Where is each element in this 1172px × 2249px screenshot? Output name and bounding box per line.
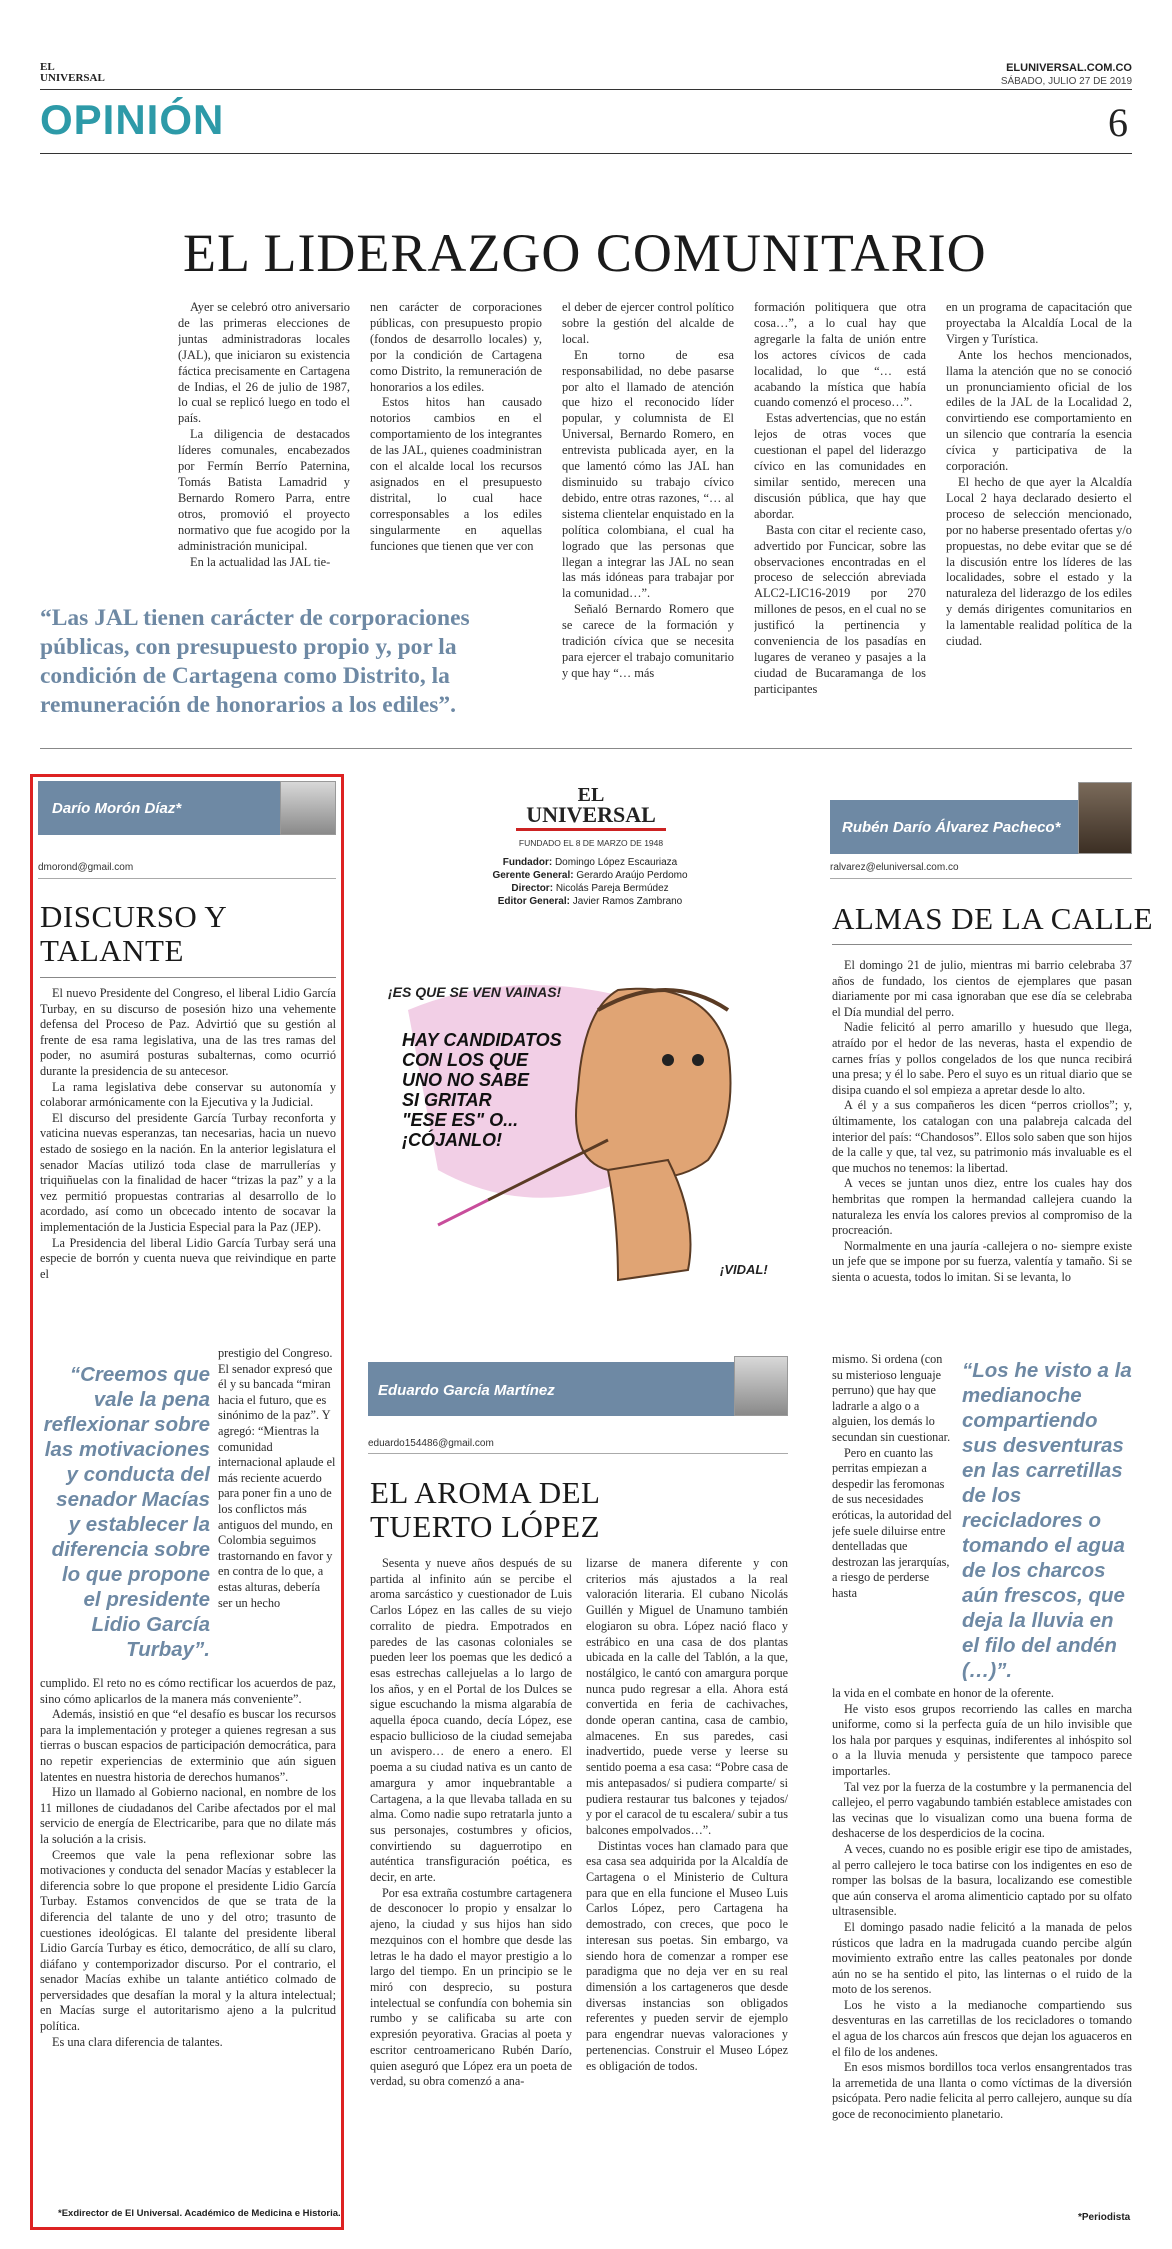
left-footnote: *Exdirector de El Universal. Académico de Medicina e Historia. xyxy=(58,2208,341,2219)
staff-role: Fundador: xyxy=(502,857,553,868)
page-number: 6 xyxy=(1108,100,1128,145)
center-title-line1: EL AROMA DEL xyxy=(370,1475,601,1510)
editorial-paragraph: Estas advertencias, que no están lejos de otras voces que cuestionan el papel del liderazgo cívico en las comunidades en similar sentido, merecen una discusión pública, que hay que abordar. xyxy=(754,411,926,521)
center-text-col-b xyxy=(586,1556,788,2216)
editorial-cartoon xyxy=(368,970,788,1288)
left-title-line1: DISCURSO Y xyxy=(40,899,228,934)
right-email-rule xyxy=(830,878,1132,879)
staff-row xyxy=(470,869,710,882)
left-paragraph: cumplido. El reto no es cómo rectificar los acuerdos de paz, sino cómo aplicarlos de la manera más conveniente”. xyxy=(40,1676,336,1706)
center-logo xyxy=(516,786,666,831)
right-paragraph: El domingo 21 de julio, mientras mi barrio celebraba 37 años de fundado, los cientos de ejemplares que pasan diariamente por mi casa ignoraban que ese día se celebraba el Día mundial del perro. xyxy=(832,958,1132,1019)
editorial-paragraph: Señaló Bernardo Romero que se carece de la formación y tradición cívica que se necesita para ejercer el trabajo comunitario y que hay “… más xyxy=(562,602,734,680)
left-paragraph: La Presidencia del liberal Lidio García Turbay será una especie de borrón y cuenta nueva que reivindique en parte el xyxy=(40,1235,336,1281)
staff-role: Gerente General: xyxy=(492,870,574,881)
right-side-text xyxy=(832,1352,954,1682)
staff-row xyxy=(470,856,710,869)
center-title-line2: TUERTO LÓPEZ xyxy=(370,1509,601,1544)
editorial-paragraph: en un programa de capacitación que proyectaba la Alcaldía Local de la Virgen y Turística. xyxy=(946,300,1132,346)
left-pull-quote: “Creemos que vale la pena reflexionar sobre las motivaciones y conducta del senador Macías y establecer la diferencia sobre lo que propone el presidente Lidio García Turbay”. xyxy=(43,1363,210,1661)
right-top-text xyxy=(832,958,1132,1352)
center-logo-line2: UNIVERSAL xyxy=(516,804,666,831)
editorial-paragraph: Ayer se celebró otro aniversario de las primeras elecciones de juntas administradoras locales (JAL), que iniciaron su existencia fáctica precisamente en Cartagena de Indias, el 26 de julio de 1987, lo cual se replicó luego en todo el país. xyxy=(178,300,350,426)
center-paragraph: Distintas voces han clamado para que esa casa sea adquirida por la Alcaldía de Cartagena o el Ministerio de Cultura para que en ella funcione el Museo Luis Carlos López, pero Cartagena ha demostrado, con creces, que poco le interesan sus poetas. Sin embargo, va siendo hora de comenzar a romper ese paradigma que no deja ver en su real dimensión a los cartageneros que desde diversas instancias son obligados referentes y pueden servir de ejemplo para engendrar nuevas valoraciones y pertenencias. Construir el Museo López es obligación de todos. xyxy=(586,1838,788,2073)
staff-box xyxy=(470,856,710,908)
right-pull-quote: “Los he visto a la medianoche compartiendo sus desventuras en las carretillas de los recicladores o tomando el agua de los charcos aún frescos, que deja la lluvia en el filo del andén (…)”. xyxy=(962,1359,1132,1682)
right-column-title: ALMAS DE LA CALLE xyxy=(832,901,1154,936)
right-footnote: *Periodista xyxy=(1078,2212,1131,2223)
center-author-bar xyxy=(368,1362,788,1416)
editorial-col-5 xyxy=(946,300,1132,720)
right-author-email: ralvarez@eluniversal.com.co xyxy=(830,862,959,873)
masthead-logo-line1: EL xyxy=(40,61,55,73)
staff-name: Domingo López Escauriaza xyxy=(554,857,678,868)
bubble-line: HAY CANDIDATOS xyxy=(402,1030,562,1050)
editorial-title: EL LIDERAZGO COMUNITARIO xyxy=(183,223,987,283)
editorial-col-3 xyxy=(562,300,734,720)
editorial-paragraph: En torno de esa responsabilidad, no debe pasarse por alto el llamado de atención que hizo el reconocido líder popular, y columnista de El Universal, Bernardo Romero, en entrevista publicada ayer, en la que lamentó cómo las JAL han disminuido su trabajo cívico debido, entre otras razones, “… al sistema clientelar enquistado en la política colombiana, el cual ha logrado que las personas que llegan a integrar las JAL no sean las más idóneas para trabajar por la comunidad…”. xyxy=(562,347,734,601)
left-title-rule xyxy=(40,977,336,978)
right-author-photo xyxy=(1078,782,1132,854)
masthead-logo xyxy=(40,62,120,84)
bubble-line: UNO NO SABE xyxy=(402,1070,530,1090)
bubble-line: "ESE ES" O... xyxy=(402,1110,519,1130)
editorial-paragraph: Ante los hechos mencionados, llama la atención que no se conoció un pronunciamiento oficial de los ediles de la JAL de la Localidad 2, convirtiendo ese comportamiento en un silencio que contraría la esencia cívica y participativa de la corporación. xyxy=(946,347,1132,474)
right-author-bar xyxy=(830,800,1132,854)
editorial-paragraph: En la actualidad las JAL tie- xyxy=(190,554,331,569)
center-author-email: eduardo154486@gmail.com xyxy=(368,1438,494,1449)
editorial-col-1 xyxy=(178,300,350,600)
section-rule xyxy=(40,153,1132,154)
left-author-bar xyxy=(38,781,336,835)
right-paragraph: Normalmente en una jauría -callejera o no- siempre existe un jefe que se impone por su fuerza, valentía y tamaño. Si se sienta o acuesta, todos lo imitan. Si se levanta, lo xyxy=(832,1238,1132,1284)
center-paragraph: Por esa extraña costumbre cartagenera de desconocer lo propio y ensalzar lo ajeno, la ciudad y sus hijos han sido mezquinos con el hombre que desde las letras le ha dado el mayor prestigio a lo largo del tiempo. En un principio se le miró con desprecio, su postura intelectual se confundía con bohemia sin rumbo y se calificaba su arte con expresión peyorativa. Gracias al poeta y escritor centroamericano Rubén Darío, quien aseguró que López era un poeta de verdad, su obra comenzó a ana- xyxy=(370,1885,572,2089)
bubble-line: CON LOS QUE xyxy=(402,1050,529,1070)
staff-row xyxy=(470,895,710,908)
cartoon-signature: ¡VIDAL! xyxy=(720,1262,768,1277)
center-paragraph: Sesenta y nueve años después de su partida al infinito aún se percibe el aroma sarcástico y cuestionador de Luis Carlos López en las calles de su viejo corralito de piedra. Empotrados en paredes de las casonas coloniales se pueden leer los poemas que les dedicó a esas estrechas callejuelas a lo largo de los años, y en el Portal de los Dulces se sigue escuchando la misma algarabía de aquella época cuando, decía López, ese espacio bullicioso de la ciudad semejaba un avispero… de enero a enero. El poema a su ciudad nativa es un canto de amargura y amor inquebrantable a Cartagena, a la que llevaba tallada en su alma. Como nadie supo retratarla junto a sus personajes, costumbres y oficios, convirtiendo su daguerrotipo en auténtica transfiguración poética, es decir, en arte. xyxy=(370,1556,572,1885)
right-paragraph: A veces se juntan unos diez, entre los cuales hay dos hembritas que rompen la hermandad callejera cuando la naturaleza les envía los calores previos al compromiso de la procreación. xyxy=(832,1176,1132,1238)
left-email-rule xyxy=(38,878,336,879)
staff-row xyxy=(470,882,710,895)
editorial-bottom-rule xyxy=(40,748,1132,749)
right-paragraph: En esos mismos bordillos toca verlos ensangrentados tras la arremetida de una llanta o como víctimas de la diversión psicópata. Pero nadie felicita al perro callejero, aunque su día goce de reconocimiento planetario. xyxy=(832,2060,1132,2122)
right-side-paragraph: Pero en cuanto las perritas empiezan a despedir las feromonas de sus necesidades eróticas, la autoridad del jefe suele diluirse entre dentelladas que destrozan las jerarquías, a riesgo de perderse hasta xyxy=(832,1445,952,1600)
editorial-col-2 xyxy=(370,300,542,600)
center-column-title xyxy=(370,1476,600,1544)
center-text-col-a xyxy=(370,1556,572,2216)
editorial-pull-quote: “Las JAL tienen carácter de corporaciones públicas, con presupuesto propio y, por la condición de Cartagena como Distrito, la remuneración de honorarios a los ediles”. xyxy=(40,605,470,718)
center-paragraph: lizarse de manera diferente y con criterios más ajustados a la real valoración literaria. El cubano Nicolás Guillén y Miguel de Unamuno también elogiaron su obra. López nació flaco y estrábico en una casa de dos plantas ubicada en la calle del Tablón, a la que, nostálgico, le cantó con amargura porque nunca pudo regresar a ella. Ahora está convertida en feria de cachivaches, donde operan cantina, casa de cambio, almacenes. En sus paredes, casi inadvertido, puede verse y leerse su sentido poema a esa casa: “Pobre casa de mis antepasados/ si pudiera comparte/ si pudiera restaurar tus balcones y tejados/ y por el caracol de tu escalera/ subir a tus balcones empolvados…”. xyxy=(586,1556,788,1837)
site-url: ELUNIVERSAL.COM.CO xyxy=(1006,62,1132,74)
center-author-name: Eduardo García Martínez xyxy=(378,1382,555,1399)
left-paragraph: El nuevo Presidente del Congreso, el liberal Lidio García Turbay, en su discurso de posesión hizo una vehemente defensa del Proceso de Paz. Advirtió que su gestión al frente de esa rama legislativa, una de las tres ramas del poder, no asumirá posturas subalternas, como ocurrió durante la presidencia de su antecesor. xyxy=(40,986,336,1078)
section-title: OPINIÓN xyxy=(40,96,225,143)
right-paragraph: Los he visto a la medianoche compartiendo sus desventuras en las carretillas de los recicladores o tomando el agua de los charcos aún frescos que dejan los aguaceros en el filo de los andenes. xyxy=(832,1997,1132,2059)
left-paragraph: Es una clara diferencia de talantes. xyxy=(52,2034,223,2049)
left-author-name: Darío Morón Díaz* xyxy=(52,800,182,817)
left-author-email: dmorond@gmail.com xyxy=(38,862,134,873)
left-paragraph: Además, insistió en que “el desafío es buscar los recursos para la implementación y proteger a quienes regresan a sus tierras o buscan espacios de participación democrática, para no repetir experiencias de exterminio que aún siguen latentes en nuestra historia de derechos humanos”. xyxy=(40,1707,336,1784)
left-paragraph: La rama legislativa debe conservar su autonomía y colaborar armónicamente con la Ejecutiva y la Judicial. xyxy=(40,1079,336,1110)
center-author-photo xyxy=(734,1356,788,1416)
right-paragraph: la vida en el combate en honor de la oferente. xyxy=(832,1686,1054,1700)
right-side-paragraph: mismo. Si ordena (con su misterioso lenguaje perruno) que hay que ladrarle a algo o a alguien, los demás lo secundan sin cuestionar. xyxy=(832,1352,951,1444)
left-paragraph: Creemos que vale la pena reflexionar sobre las motivaciones y conducta del senador Macías y establecer la diferencia sobre lo que propone el presidente Lidio García Turbay. Estamos convencidos de que se trata de la diferencia del talante de uno y del otro; trasunto de cuestiones ideológicas. El talante del presidente liberal Lidio García Turbay es ético, democrático, de allí su claro, diáfano y contemporizador discurso. Por el contrario, el senador Macías exhibe un talante antiético colmado de perversidades que desafían la moral y la altura intelectual; en Macías surge el autoritarismo ajeno a la pulcritud política. xyxy=(40,1847,336,2034)
masthead-rule xyxy=(40,89,1132,90)
editorial-paragraph: Estos hitos han causado notorios cambios en el comportamiento de los integrantes de las JAL, quienes coadministran con el alcalde local los recursos asignados en el presupuesto distrital, lo cual hace corresponsables a los ediles singularmente en aquellas funciones que tienen que ver con xyxy=(370,395,542,553)
staff-name: Javier Ramos Zambrano xyxy=(572,896,683,907)
center-email-rule xyxy=(368,1453,788,1454)
left-column-title xyxy=(40,900,227,968)
right-paragraph: Nadie felicitó al perro amarillo y huesudo que llega, atraído por el hedor de las neveras, hasta el expendio de carnes frías y pollos congelados de los que nunca recibirá una presa; y él lo sabe. Pero el suyo es un ritual diario que se disipa cuando el sol empieza a apretar desde lo alto. xyxy=(832,1020,1132,1097)
editorial-paragraph: formación politiquera que otra cosa…”, a lo cual hay que agregarle la falta de unión entre los actores cívicos de cada localidad, lo que “… está acabando la mística que había cuando comenzó el proceso…”. xyxy=(754,300,926,410)
staff-name: Nicolás Pareja Bermúdez xyxy=(555,883,669,894)
editorial-col-4 xyxy=(754,300,926,720)
right-paragraph: He visto esos grupos recorriendo las calles en marcha uniforme, como si la perfecta guía de un hilo invisible que los hala por parques y esquinas, indiferentes al inhóspito sol o a la lluvia menuda y persistente que tampoco parece importarles. xyxy=(832,1701,1132,1778)
staff-role: Editor General: xyxy=(497,896,570,907)
cartoon-caption: ¡ES QUE SE VEN VAINAS! xyxy=(388,984,562,1000)
left-title-line2: TALANTE xyxy=(40,933,184,968)
center-logo-line1: EL xyxy=(577,784,605,806)
bubble-line: SI GRITAR xyxy=(402,1090,492,1110)
left-side-text: prestigio del Congreso. El senador expresó que él y su bancada “miran hacia el futuro, que es sinónimo de la paz”. Y agregó: “Mientras la comunidad internacional aplaude el más reciente acuerdo para poner fin a uno de los conflictos más antiguos del mundo, en Colombia seguimos trastornando en favor y en contra de lo que, a estas alturas, debería ser un hecho xyxy=(218,1346,336,1610)
founded-line: FUNDADO EL 8 DE MARZO DE 1948 xyxy=(518,838,664,848)
left-bottom-text xyxy=(40,1676,336,2196)
right-paragraph: El domingo pasado nadie felicitó a la manada de pelos rústicos que ladra en la madrugada cuando percibe algún movimiento extraño entre las calles peatonales por donde aún no se ha sentido el pito, las linternas o el ruido de la moto de los serenos. xyxy=(832,1919,1132,1997)
right-author-name: Rubén Darío Álvarez Pacheco* xyxy=(842,819,1061,836)
editorial-paragraph: Basta con citar el reciente caso, advertido por Funcicar, sobre las observaciones encontradas en el proceso de selección abreviada ALC2-LIC16-2019 por 270 millones de pesos, en el cual no se justificó la pertinencia y conveniencia de los pasadías en lugares de veraneo y pasajes a la ciudad de Bucaramanga de los participantes xyxy=(754,522,926,696)
staff-role: Director: xyxy=(511,883,554,894)
left-author-photo xyxy=(280,781,336,835)
staff-name: Gerardo Araújo Perdomo xyxy=(576,870,688,881)
masthead-logo-line2: UNIVERSAL xyxy=(40,72,105,84)
editorial-paragraph: La diligencia de destacados líderes comunales, encabezados por Fermín Berrío Paternina, Tomás Batista Lamadrid y Bernardo Romero Parra, entre otros, promovió el proyecto normativo que fue acogido por la administración municipal. xyxy=(178,427,350,553)
right-paragraph: A él y a sus compañeros les dicen “perros criollos”; y, últimamente, los catalogan con una palabreja calcada del interior del país: “Chandosos”. Ellos solo saben que son hijos de la calle y que, tal vez, su patrimonio más invaluable es el que muchos no tenemos: la libertad. xyxy=(832,1098,1132,1175)
editorial-paragraph: El hecho de que ayer la Alcaldía Local 2 haya declarado desierto el proceso de selección mencionado, por no haberse presentado ofertas y/o propuestas, no debe evitar que se dé la discusión entre los líderes de las localidades, sobre el estado y la naturaleza del liderazgo de los ediles y demás dirigentes comunitarios en la lamentable realidad política de la ciudad. xyxy=(946,474,1132,649)
editorial-paragraph: el deber de ejercer control político sobre la gestión del alcalde de local. xyxy=(562,300,734,346)
right-bottom-text xyxy=(832,1686,1132,2196)
right-paragraph: A veces, cuando no es posible erigir ese tipo de amistades, al perro callejero le toca batirse con los indigentes en eso de romper las bolsas de la basura, localizando ese comestible que aún conserva el aroma alimenticio captado por su olfato ultrasensible. xyxy=(832,1841,1132,1919)
bubble-line: ¡CÓJANLO! xyxy=(402,1130,502,1150)
left-top-text xyxy=(40,986,336,1344)
left-paragraph: El discurso del presidente García Turbay reconforta y vaticina nuevas esperanzas, tan necesarias, hacia un nuevo estado de sosiego en la nación. En la anterior legislatura el senador Macías utilizó toda clase de marrullerías y triquiñuelas con la finalidad de hacer “trizas la paz” y a la vez permitió propuestas contrarias al desarrollo de lo acordado, así como un obcecado intento de socavar la implementación de la Justicia Especial para la Paz (JEP). xyxy=(40,1110,336,1234)
right-paragraph: Tal vez por la fuerza de la costumbre y la permanencia del callejeo, el perro vagabundo también establece amistades con las vecinas que lo visualizan como una buena forma de deshacerse de los desperdicios de la cocina. xyxy=(832,1779,1132,1841)
right-title-rule xyxy=(832,944,1132,945)
cartoon-speech-bubble xyxy=(402,1030,562,1150)
editorial-paragraph: nen carácter de corporaciones públicas, con presupuesto propio (fondos de desarrollo locales) y, por la condición de Cartagena como Distrito, la remuneración de honorarios a los ediles. xyxy=(370,300,542,394)
issue-date: SÁBADO, JULIO 27 DE 2019 xyxy=(1000,76,1132,87)
left-paragraph: Hizo un llamado al Gobierno nacional, en nombre de los 11 millones de ciudadanos del Caribe afectados por el mal servicio de energía de Electricaribe, para que no dilate más la solución a la crisis. xyxy=(40,1785,336,1846)
